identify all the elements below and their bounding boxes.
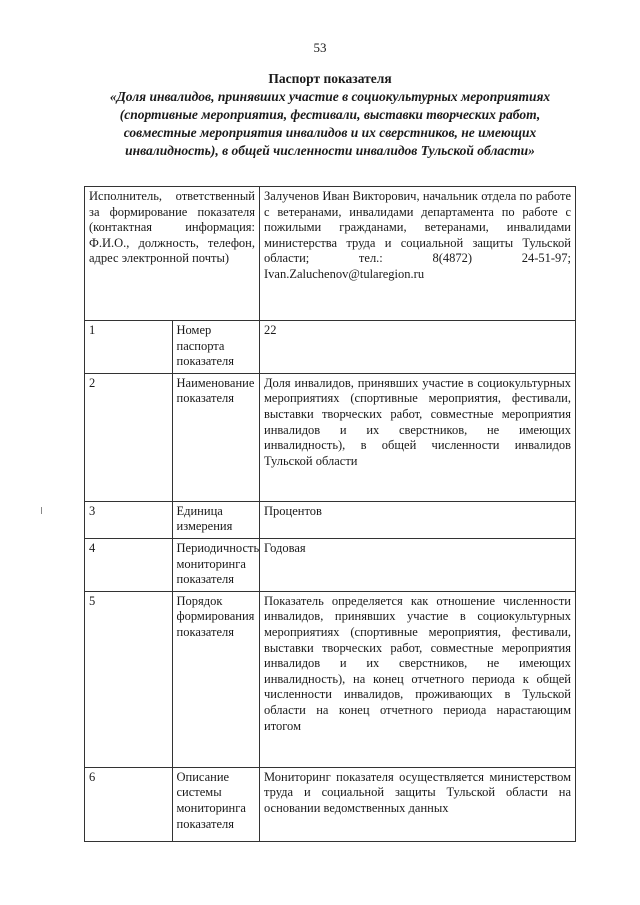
- row-number: 4: [85, 538, 173, 591]
- table-row: [85, 501, 576, 538]
- document-title: [100, 70, 560, 160]
- table-row: [85, 538, 576, 591]
- row-label: Исполнитель, ответственный за формирование показателя (контактная информация: Ф.И.О., должность, телефон, адрес электронной почты): [85, 187, 260, 321]
- table-row: [85, 187, 576, 321]
- page-number: 53: [313, 40, 327, 55]
- table-row: [85, 591, 576, 767]
- row-value: Залученов Иван Викторович, начальник отдела по работе с ветеранами, инвалидами департамента по работе с пожилыми гражданами, ветеранами, инвалидами министерства труда и социальной защиты Тульской области; тел.: 8(4872) 24-51-97; Ivan.Zaluchenov@tularegion.ru: [260, 187, 576, 321]
- row-label: Номер паспорта показателя: [172, 321, 260, 374]
- row-label: Периодичность мониторинга показателя: [172, 538, 260, 591]
- row-label: Наименование показателя: [172, 373, 260, 501]
- row-number: 5: [85, 591, 173, 767]
- scan-artifact-mark: [41, 507, 42, 514]
- title-line-passport: Паспорт показателя: [268, 71, 392, 86]
- row-number: 2: [85, 373, 173, 501]
- row-value: Процентов: [260, 501, 576, 538]
- row-number: 3: [85, 501, 173, 538]
- table-row: [85, 321, 576, 374]
- table-row: [85, 373, 576, 501]
- row-number: 1: [85, 321, 173, 374]
- row-value: Мониторинг показателя осуществляется министерством труда и социальной защиты Тульской области на основании ведомственных данных: [260, 767, 576, 841]
- row-value: 22: [260, 321, 576, 374]
- row-label: Единица измерения: [172, 501, 260, 538]
- row-label: Описание системы мониторинга показателя: [172, 767, 260, 841]
- row-value: Годовая: [260, 538, 576, 591]
- row-label: Порядок формирования показателя: [172, 591, 260, 767]
- row-value: Доля инвалидов, принявших участие в социокультурных мероприятиях (спортивные мероприятия, фестивали, выставки творческих работ, совместные мероприятия инвалидов и их сверстников, не имеющих инвалидность), в общей численности инвалидов Тульской области: [260, 373, 576, 501]
- table-row: [85, 767, 576, 841]
- passport-table: [84, 186, 576, 842]
- title-line-indicator-name: «Доля инвалидов, принявших участие в социокультурных мероприятиях (спортивные мероприятия, фестивали, выставки творческих работ, совместные мероприятия инвалидов и их сверстников, не имеющих инвалидность), в общей численности инвалидов Тульской области»: [109, 89, 551, 158]
- row-value: Показатель определяется как отношение численности инвалидов, принявших участие в социокультурных мероприятиях (спортивные мероприятия, фестивали, выставки творческих работ, совместные мероприятия инвалидов и их сверстников, не имеющих инвалидность), на конец отчетного периода к общей численности инвалидов, проживающих в Тульской области на конец отчетного периода нарастающим итогом: [260, 591, 576, 767]
- row-number: 6: [85, 767, 173, 841]
